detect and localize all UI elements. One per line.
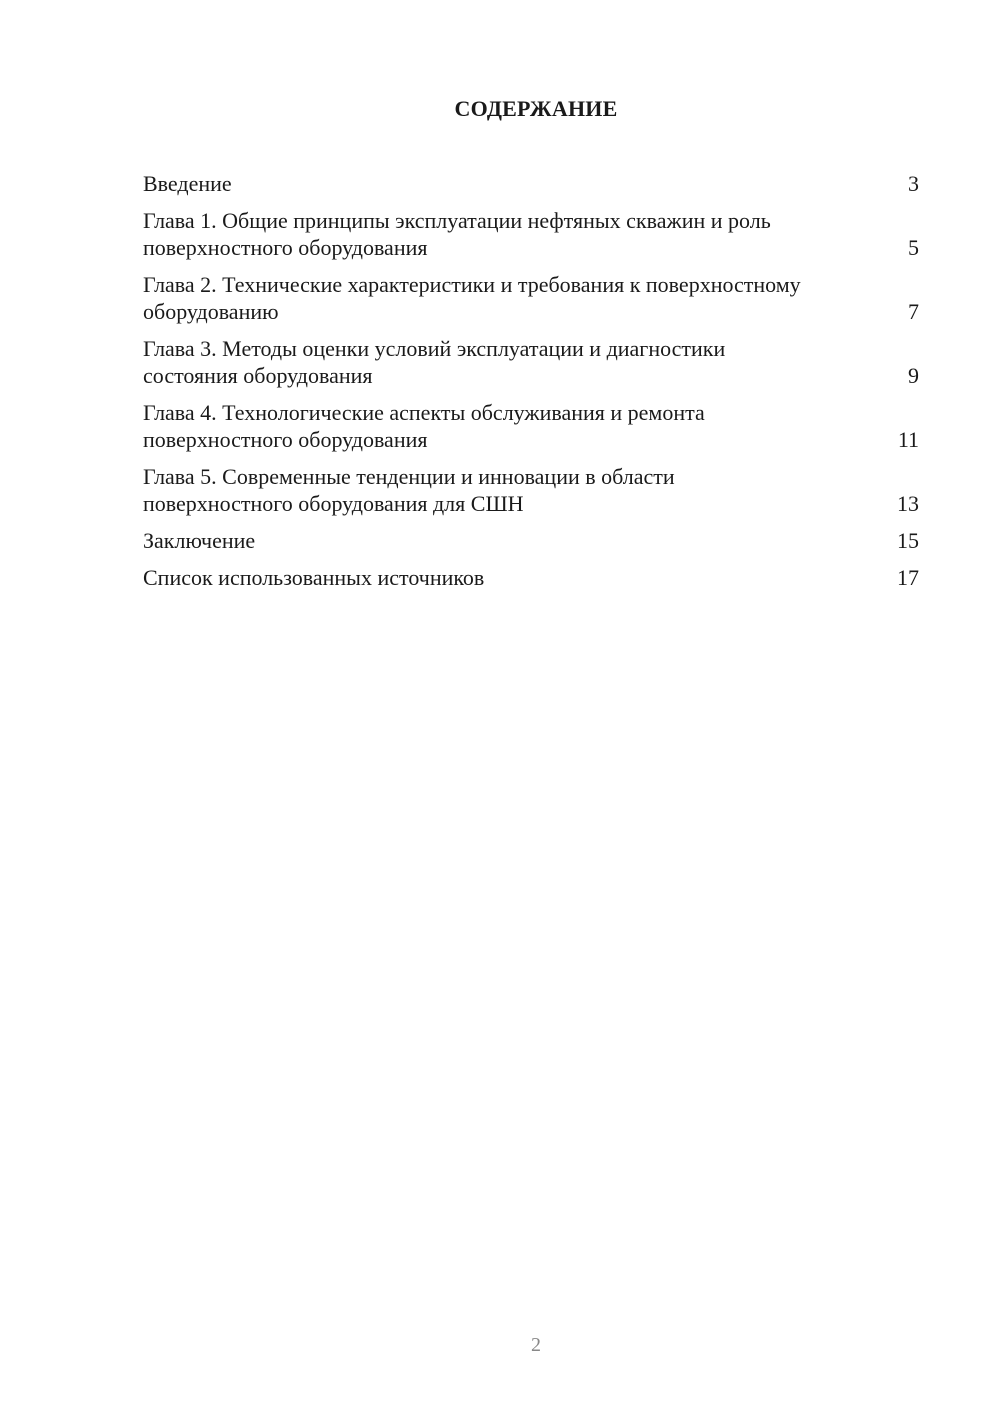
- toc-entry-page: 3: [908, 171, 919, 196]
- toc-entry-title: Заключение: [143, 528, 256, 553]
- page-number: 2: [531, 1334, 541, 1356]
- toc-heading: СОДЕРЖАНИЕ: [454, 96, 618, 121]
- toc-entry-title: Глава 1. Общие принципы эксплуатации нефтяных скважин и роль поверхностного оборудования: [143, 208, 771, 260]
- toc-entry-page: 5: [908, 235, 919, 260]
- toc-entry-page: 11: [897, 427, 919, 452]
- toc-entry-title: Введение: [143, 171, 232, 196]
- table-of-contents: [143, 170, 919, 601]
- toc-entry-page: 13: [897, 491, 919, 516]
- toc-entry-title: Глава 4. Технологические аспекты обслуживания и ремонта поверхностного оборудования: [143, 400, 705, 452]
- toc-entry-page: 7: [908, 299, 919, 324]
- toc-entry-chapter-1: [143, 207, 919, 261]
- toc-entry-title: Глава 3. Методы оценки условий эксплуатации и диагностики состояния оборудования: [143, 336, 726, 388]
- toc-entry-chapter-3: [143, 335, 919, 389]
- toc-entry-chapter-4: [143, 399, 919, 453]
- toc-entry-references: [143, 564, 919, 591]
- toc-entry-introduction: [143, 170, 919, 197]
- toc-entry-chapter-2: [143, 271, 919, 325]
- toc-entry-title: Глава 2. Технические характеристики и требования к поверхностному оборудованию: [143, 272, 801, 324]
- toc-entry-conclusion: [143, 527, 919, 554]
- toc-entry-title: Список использованных источников: [143, 565, 485, 590]
- toc-entry-page: 15: [897, 528, 919, 553]
- toc-entry-page: 17: [897, 565, 919, 590]
- toc-entry-title: Глава 5. Современные тенденции и инновации в области поверхностного оборудования для СШН: [143, 464, 675, 516]
- toc-entry-chapter-5: [143, 463, 919, 517]
- toc-entry-page: 9: [908, 363, 919, 388]
